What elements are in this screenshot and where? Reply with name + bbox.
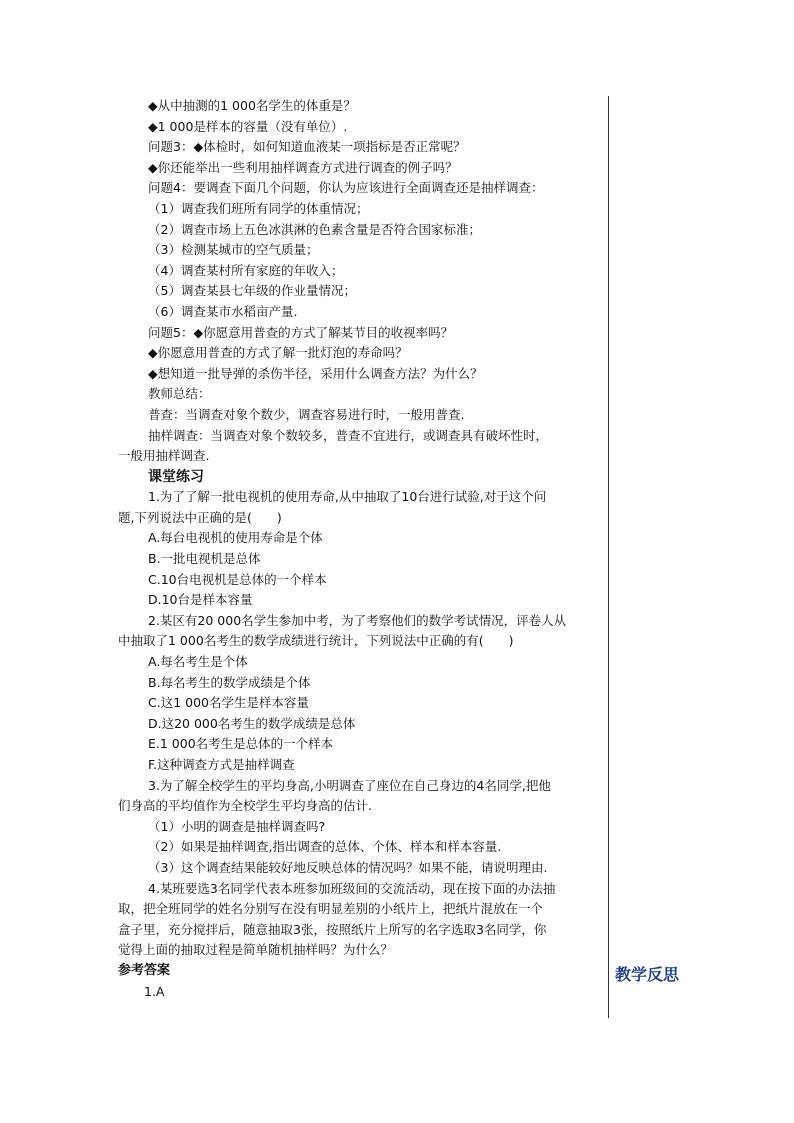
text-line: ◆从中抽测的1 000名学生的体重是？ <box>148 98 356 113</box>
text-line: （1）小明的调查是抽样调查吗? <box>148 818 326 834</box>
text-line: 1.为了了解一批电视机的使用寿命,从中抽取了10台进行试验,对于这个问 <box>148 489 547 505</box>
text-line: F.这种调查方式是抽样调查 <box>148 757 295 772</box>
text-line: A.每台电视机的使用寿命是个体 <box>148 530 323 546</box>
text-line: 问题4：要调查下面几个问题，你认为应该进行全面调查还是抽样调查： <box>148 180 544 196</box>
text-line: 1.A <box>144 983 165 999</box>
text-line: 抽样调查：当调查对象个数较多，普查不宜进行，或调查具有破坏性时， <box>148 427 549 443</box>
answers-heading: 参考答案 <box>118 962 171 978</box>
text-line: 问题3：◆体检时，如何知道血液某一项指标是否正常呢？ <box>148 139 466 155</box>
text-line: （2）调查市场上五色冰淇淋的色素含量是否符合国家标准； <box>148 221 481 237</box>
text-line: 们身高的平均值作为全校学生平均身高的估计. <box>118 798 372 814</box>
lesson-content <box>118 96 606 1002</box>
text-line: （3）这个调查结果能较好地反映总体的情况吗？如果不能，请说明理由. <box>148 859 548 875</box>
text-line: （3）检测某城市的空气质量； <box>148 242 319 258</box>
text-line: C.10台电视机是总体的一个样本 <box>148 571 327 587</box>
text-line: （6）调查某市水稻亩产量. <box>148 303 298 319</box>
text-line: 觉得上面的抽取过程是简单随机抽样吗？为什么？ <box>118 942 394 958</box>
text-line: D.10台是样本容量 <box>148 592 253 608</box>
text-line: ◆想知道一批导弹的杀伤半径，采用什么调查方法？为什么？ <box>148 365 483 381</box>
text-line: 2.某区有20 000名学生参加中考，为了考察他们的数学考试情况，评卷人从 <box>148 612 567 628</box>
text-line: 一般用抽样调查. <box>118 448 210 464</box>
text-line: B.每名考生的数学成绩是个体 <box>148 674 311 690</box>
text-line: （2）如果是抽样调查,指出调查的总体、个体、样本和样本容量. <box>148 839 502 855</box>
text-line: （5）调查某县七年级的作业量情况； <box>148 283 356 299</box>
text-line: B.一批电视机是总体 <box>148 551 261 567</box>
section-heading: 课堂练习 <box>148 468 204 485</box>
text-line: 取，把全班同学的姓名分别写在没有明显差别的小纸片上，把纸片混放在一个 <box>118 901 544 917</box>
text-line: A.每名考生是个体 <box>148 654 248 670</box>
text-line: 中抽取了1 000名考生的数学成绩进行统计，下列说法中正确的有( ) <box>118 633 514 649</box>
teaching-reflection-title: 教学反思 <box>615 965 680 984</box>
text-line: 普查：当调查对象个数少，调查容易进行时，一般用普查. <box>148 406 465 422</box>
text-line: ◆你还能举出一些利用抽样调查方式进行调查的例子吗？ <box>148 159 458 175</box>
text-line: 问题5：◆你愿意用普查的方式了解某节目的收视率吗？ <box>148 324 454 340</box>
text-line: 教师总结： <box>148 386 211 402</box>
text-line: E.1 000名考生是总体的一个样本 <box>148 736 334 752</box>
text-line: D.这20 000名考生的数学成绩是总体 <box>148 715 356 731</box>
text-line: （4）调查某村所有家庭的年收入； <box>148 262 344 278</box>
text-line: 4.某班要选3名同学代表本班参加班级间的交流活动，现在按下面的办法抽 <box>148 880 556 896</box>
text-line: C.这1 000名学生是样本容量 <box>148 695 309 711</box>
text-line: 盒子里，充分搅拌后，随意抽取3张，按照纸片上所写的名字选取3名同学，你 <box>118 921 547 937</box>
column-divider <box>608 96 609 1018</box>
text-line: （1）调查我们班所有同学的体重情况； <box>148 200 369 216</box>
text-line: 题,下列说法中正确的是( ) <box>118 509 282 525</box>
text-line: 3.为了解全校学生的平均身高,小明调查了座位在自己身边的4名同学,把他 <box>148 777 551 793</box>
text-line: ◆你愿意用普查的方式了解一批灯泡的寿命吗？ <box>148 345 408 361</box>
text-line: ◆1 000是样本的容量（没有单位）. <box>148 118 348 134</box>
